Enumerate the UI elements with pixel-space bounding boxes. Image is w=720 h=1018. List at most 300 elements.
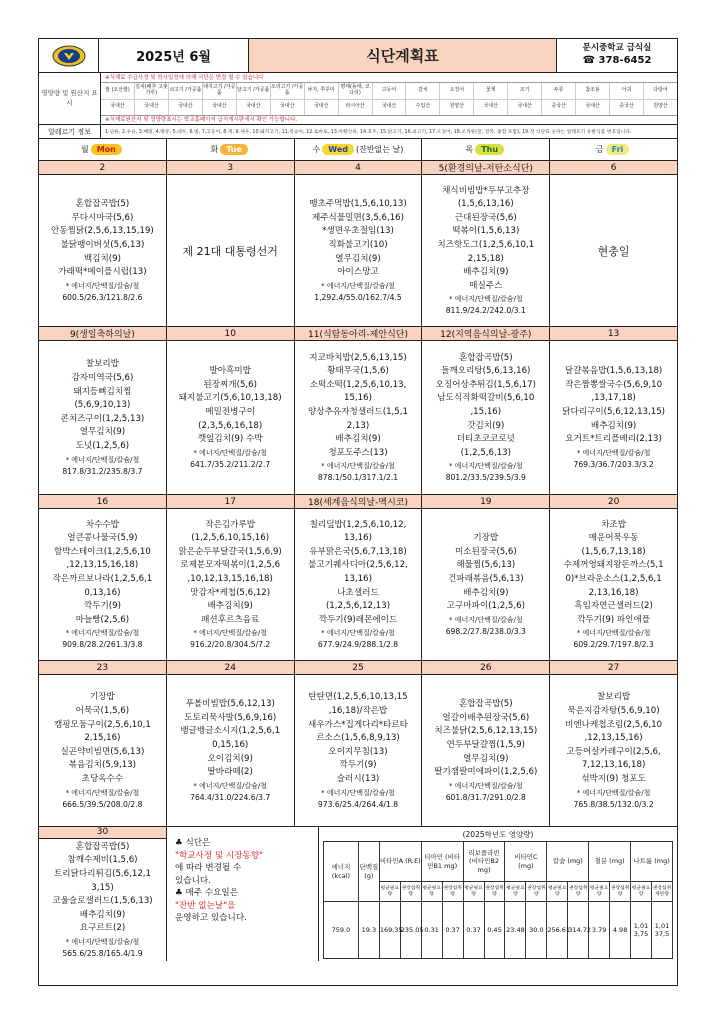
menu-item: 채식비빔밥*두부고추장: [442, 185, 530, 196]
origin-item-name: 낙지, 쭈꾸미: [305, 83, 338, 100]
menu-item: 7,12,13,16,18): [581, 760, 646, 771]
menu-item: 차수수밥: [85, 519, 119, 530]
day-cell: [550, 495, 677, 660]
menu-item: 양상추유자청샐러드(1,5,1: [308, 407, 408, 417]
ribo-avg: 0.37: [463, 902, 484, 959]
menu-item: 오이김치(9): [207, 753, 253, 764]
menu-item: 마늘빵(2,5,6): [75, 614, 130, 625]
nutrition-label: * 에너지/단백질/칼슘/철: [576, 448, 651, 457]
origin-column: [474, 83, 508, 115]
weekday-extra: (잔반없는 날): [355, 145, 404, 154]
menu-item: 가래떡*메이플시럽(13): [58, 267, 147, 278]
origin-column: [203, 83, 237, 115]
weekday-en: Wed: [322, 144, 354, 155]
menu-item: 근대된장국(5,6): [454, 212, 517, 223]
menu-item: 치즈핫도그(1,2,5,6,10,1: [437, 240, 535, 250]
menu-item: 열무김치(9): [335, 253, 381, 264]
weekday-ko: 금: [595, 145, 604, 154]
menu-item: (1,2,5,6,12,13): [325, 601, 391, 612]
day-menu: [550, 175, 677, 326]
week-row: [39, 161, 677, 327]
origin-item-country: 원양산: [653, 103, 668, 110]
protein-value: 19.3: [358, 902, 379, 959]
menu-item: 딸기잼팔미에파이(1,2,5,6): [434, 767, 538, 778]
weekday-mon: [39, 139, 167, 160]
energy-header: 에너지 (kcal): [324, 842, 359, 902]
origin-item-country: 국내산: [144, 103, 159, 110]
weekday-fri: [550, 139, 677, 160]
sub-header: 권장섭취량: [484, 882, 505, 902]
day-date: 17: [167, 495, 294, 509]
menu-item: 코울슬로샐러드(1,5,6,13): [52, 896, 153, 907]
menu-item: 트리닭다리튀김(5,6,12,1: [54, 869, 151, 880]
day-date: 18(세계음식의날-멕시코): [295, 495, 422, 509]
weekday-tue: [167, 139, 295, 160]
nutrition-label: * 에너지/단백질/칼슘/철: [65, 629, 140, 638]
origin-section: [39, 73, 677, 125]
origin-item-country: 국내산: [279, 103, 295, 110]
menu-item: 돼지등뼈김치찜: [73, 386, 132, 397]
sub-header: 권장섭취량: [526, 882, 547, 902]
day-menu: [422, 675, 549, 826]
menu-item: 볶음김치(5,9,13): [68, 760, 137, 771]
menu-item: 열무김치(9): [79, 427, 126, 438]
nutrition-label: * 에너지/단백질/칼슘/철: [448, 462, 523, 471]
origin-note-bottom: ※식재료원산지 및 영양량표시는 학교홈페이지 급식게시판에서 확인 가능합니다.: [101, 115, 677, 124]
day-menu: [295, 675, 422, 826]
nutrition-panel: [319, 827, 677, 961]
sodium-header: 나트륨 (mg): [631, 842, 673, 882]
day-cell: [167, 161, 295, 326]
origin-item-name: 참조용: [576, 83, 609, 100]
menu-item: 미소된장국(5,6): [454, 546, 517, 557]
menu-item: 매운어묵우동: [588, 533, 639, 544]
day-menu: [167, 509, 294, 660]
day-menu: [550, 341, 677, 494]
ribo-header: 리보플라빈 (비타민B2 mg): [463, 842, 505, 882]
menu-item: 지코바치밥(2,5,6,13,15): [309, 352, 407, 363]
day-date: 23: [39, 661, 166, 675]
sub-header: 권장섭취량: [568, 882, 589, 902]
year-month: 2025년 6월: [99, 39, 249, 72]
notice-line: 운영하고 있습니다.: [175, 913, 247, 923]
allergy-text: 1.난류, 2.우유, 3.메밀, 4.땅콩, 5.대두, 6.밀, 7.고등어, 8.게, 9.새우, 10.돼지고기, 11.복숭아, 12.토마토, 13.아황산류, 14.호두, 15.닭고기, 16.쇠고기, 17.오징어, 18.조개류(굴, 전복, 홍합 포함), 19.잣 식단표 숫자는 알레르기 유발식품 번호입니다.: [105, 130, 632, 135]
day-date: 25: [295, 661, 422, 675]
menu-item: 혼합잡곡밥(5): [458, 352, 513, 363]
origin-item-name: 오징어: [440, 83, 473, 100]
origin-item-country: 국내산: [517, 103, 532, 110]
sub-header: 평균필요량: [421, 882, 442, 902]
menu-item: 황태무국(1,5,6): [327, 366, 389, 377]
page-title: 식단계획표: [249, 39, 557, 72]
menu-item: (1,5,6,13,16): [457, 199, 514, 210]
day-cell: [550, 161, 677, 326]
origin-column: [135, 83, 169, 115]
day-cell: [422, 327, 550, 494]
menu-item: 흑임자연근샐러드(2): [574, 601, 653, 612]
menu-item: 깻잎김치(9) 수박: [197, 434, 263, 445]
origin-column: [271, 83, 305, 115]
day-date: 30: [39, 827, 166, 839]
menu-item: 묵은지감자탕(5,6,9,10): [567, 706, 660, 717]
menu-item: 0,13,16): [84, 587, 121, 598]
menu-item: 푸볼비빔밥(5,6,12,13): [185, 699, 275, 710]
origin-item-name: 오리고기 /가공품: [271, 83, 304, 100]
menu-item: 닭다리구이(5,6,12,13,15): [562, 407, 666, 417]
week-row: [39, 661, 677, 827]
menu-item: 안동찜닭(2,5,6,13,15,19): [51, 226, 154, 237]
day-menu: [295, 509, 422, 660]
menu-item: 나초샐러드: [337, 587, 379, 598]
nutrition-value: 878.1/50.1/317.1/2.1: [317, 473, 399, 483]
day-date: 19: [422, 495, 549, 509]
day-date: 16: [39, 495, 166, 509]
menu-item: 배추김치(9): [207, 601, 253, 612]
nutrition-label: * 에너지/단백질/칼슘/철: [576, 629, 651, 638]
menu-item: 기장밥: [473, 533, 499, 544]
origin-item-name: 돼지고기 /가공품: [203, 83, 236, 100]
sub-header: 평균필요량: [463, 882, 484, 902]
week-row: [39, 327, 677, 495]
allergy-section: [39, 125, 677, 139]
calcium-header: 칼슘 (mg): [547, 842, 589, 882]
nutrition-label: * 에너지/단백질/칼슘/철: [65, 281, 140, 290]
menu-item: 배추김치(9): [79, 909, 126, 920]
origin-column: [339, 83, 373, 115]
school-phone: [583, 54, 652, 68]
menu-item: 13,16): [344, 533, 372, 544]
vitc-header: 비타민C (mg): [505, 842, 547, 882]
origin-column: [373, 83, 407, 115]
origin-item-country: 국내산: [110, 103, 125, 110]
notice-line: ♣ 매주 수요일은: [175, 888, 238, 898]
week-row: [39, 495, 677, 661]
day-cell: [167, 327, 295, 494]
notice-line: "학교사정 및 시장동향": [175, 850, 264, 861]
fe-avg: 3.79: [589, 902, 610, 959]
day-date: 20: [550, 495, 677, 509]
menu-item: ,12,13,15,16,18): [66, 560, 139, 571]
origin-item-name: 두류: [542, 83, 575, 100]
menu-item: 혼합잡곡밥(5): [458, 699, 513, 710]
menu-item: 작은까르보나라(1,2,5,6,1: [52, 574, 153, 584]
sub-header: 평균필요량: [547, 882, 568, 902]
origin-column: [169, 83, 203, 115]
menu-item: 달걀볶음밥(1,5,6,13,18): [564, 366, 663, 377]
menu-item: 찰보리밥: [85, 359, 119, 370]
menu-item: 돼지불고기(5,6,10,13,18): [178, 393, 282, 404]
menu-item: 작은김가루밥: [205, 519, 256, 530]
ribo-rec: 0.45: [484, 902, 505, 959]
energy-value: 759.0: [324, 902, 359, 959]
menu-item: 열무김치(9): [463, 753, 509, 764]
origin-item-country: 중국산: [619, 103, 634, 110]
nutrition-label: * 에너지/단백질/칼슘/철: [193, 629, 268, 638]
origin-item-name: 명태(동태, 코다리): [339, 83, 372, 100]
origin-item-name: 갈치: [406, 83, 439, 100]
day-cell: [39, 161, 167, 326]
menu-item: 감자미역국(5,6): [71, 373, 134, 384]
nutrition-label: * 에너지/단백질/칼슘/철: [321, 788, 395, 797]
origin-item-country: 중국산: [551, 103, 566, 110]
vitc-avg: 23.48: [505, 902, 526, 959]
sub-header: 권장섭취제한량: [652, 882, 673, 902]
nutrition-value: 764.4/31.0/224.6/3.7: [190, 792, 271, 802]
weekday-en: Mon: [91, 144, 122, 155]
menu-item: 아이스망고: [337, 267, 379, 278]
nutrition-value: 765.8/38.5/132.0/3.2: [573, 799, 654, 809]
nutrition-value: 609.2/29.7/197.8/2.3: [573, 640, 654, 650]
menu-item: 배추김치(9): [463, 587, 509, 598]
menu-item: 발아흑미밥: [209, 366, 251, 377]
menu-item: 고구마파이(1,2,5,6): [446, 601, 525, 612]
menu-item: 르소스(1,5,6,8,9,13): [316, 733, 400, 744]
nutrition-label: * 에너지/단백질/칼슘/철: [65, 455, 140, 464]
emblem-icon: [52, 45, 86, 67]
nutrition-label: * 에너지/단백질/칼슘/철: [65, 788, 140, 797]
day-cell: [550, 661, 677, 826]
sub-header: 평균필요량: [631, 882, 652, 902]
origin-item-country: 러시아산: [345, 103, 365, 110]
menu-item: ,10,12,13,15,16,18): [187, 574, 273, 584]
sub-header: 평균필요량: [505, 882, 526, 902]
nutrition-label: * 에너지/단백질/칼슘/철: [193, 781, 268, 790]
day-menu: [422, 341, 549, 494]
ca-rec: 314.72: [568, 902, 589, 959]
sub-header: 평균필요량: [379, 882, 400, 902]
nutrition-value: 916.2/20.8/304.5/7.2: [190, 640, 271, 650]
menu-item: 치즈불닭(2,5,6,12,13,15): [434, 726, 538, 737]
menu-item: 갓김치(9): [467, 420, 505, 431]
day-date: 4: [295, 161, 422, 175]
nutrition-title: (2025학년도 영양량): [462, 830, 534, 839]
nutrition-value: 973.6/25.4/264.4/1.8: [317, 799, 399, 809]
menu-item: 어묵국(1,5,6): [75, 706, 130, 717]
menu-item: 직화불고기(10): [328, 240, 388, 250]
menu-item: 뱅글뱅글소시지(1,2,5,6,1: [180, 726, 281, 737]
menu-item: 혼합잡곡밥(5): [75, 199, 130, 210]
origin-column: [644, 83, 677, 115]
school-name: 문시중학교 급식실: [582, 43, 652, 54]
menu-item: 비엔나케첩조림(2,5,6,10: [565, 719, 663, 730]
day-menu: [550, 509, 677, 660]
iron-header: 철분 (mg): [589, 842, 631, 882]
menu-item: 오이지무침(13): [328, 746, 388, 757]
vitc-rec: 30.0: [526, 902, 547, 959]
menu-item: 칠리덮밥(1,2,5,6,10,12,: [309, 519, 407, 530]
day-cell: [550, 327, 677, 494]
menu-item: 기장밥: [89, 692, 115, 703]
menu-item: ,15,16): [470, 407, 502, 417]
menu-item: 3,15): [91, 882, 114, 893]
nutrition-value: 666.5/39.5/208.0/2.8: [62, 799, 143, 809]
day-menu: [167, 341, 294, 494]
day-menu: [39, 839, 166, 961]
menu-item: *생면우초절임(13): [322, 226, 394, 237]
club-icon: ♣: [175, 838, 183, 848]
nutrition-value: 565.6/25.8/165.4/1.9: [62, 949, 143, 958]
day-cell: [422, 661, 550, 826]
day-menu: [167, 675, 294, 826]
day-menu: [167, 175, 294, 326]
origin-item-country: 국내산: [245, 103, 261, 110]
notice-line: 에 따라 변경될 수: [175, 863, 242, 873]
weekday-en: Tue: [220, 144, 248, 155]
origin-item-name: 꽃게: [474, 83, 507, 100]
origin-column: [305, 83, 339, 115]
weekday-wed: [295, 139, 423, 160]
origin-column: [440, 83, 474, 115]
club-icon: ♣: [175, 888, 183, 898]
nutrition-value: 801.2/33.5/239.5/3.9: [445, 473, 526, 483]
origin-column: [101, 83, 135, 115]
origin-item-name: 쌀 (오산쌀): [101, 83, 134, 100]
day-menu: [39, 175, 166, 326]
day-menu: [39, 341, 166, 494]
menu-item: (1,2,5,6,10,15,16): [191, 533, 270, 544]
school-logo: [39, 39, 99, 72]
day-cell: [422, 161, 550, 326]
menu-item: 찰보리밥: [596, 692, 631, 703]
sub-header: 평균필요량: [589, 882, 610, 902]
nutrition-value: 769.3/36.7/203.3/3.2: [573, 459, 654, 469]
menu-item: 2,13): [346, 420, 370, 431]
origin-table: [101, 82, 677, 115]
menu-item: 연두부달걀찜(1,5,9): [446, 740, 525, 750]
menu-item: 백김치(9): [83, 253, 121, 264]
day-date: 11(식탐동아리-제안식단): [295, 327, 422, 341]
notice-line: "잔반 없는날"을: [175, 900, 236, 911]
day-cell: [39, 495, 167, 660]
thia-rec: 0.37: [442, 902, 463, 959]
menu-item: 탄탄면(1,2,5,6,10,13,15: [308, 692, 408, 703]
origin-item-country: 국내산: [313, 103, 329, 110]
holiday-label: 제 21대 대통령선거: [182, 244, 278, 258]
weekday-en: Thu: [475, 144, 504, 155]
menu-item: 로제분모자떡볶이(1,2,5,6: [180, 560, 281, 571]
weekday-ko: 화: [210, 145, 219, 154]
origin-item-country: 국내산: [212, 103, 227, 110]
sub-header: 권장섭취량: [442, 882, 463, 902]
day-cell: [295, 161, 423, 326]
day-cell: [39, 327, 167, 494]
school-info: [557, 39, 677, 72]
menu-item: 도넛(1,2,5,6): [75, 440, 130, 451]
nutrition-label: * 에너지/단백질/칼슘/철: [576, 788, 651, 797]
day-cell: [167, 495, 295, 660]
menu-item: 얼갈이배추된장국(5,6): [442, 712, 530, 723]
nutrition-value: 817.8/31.2/235.8/3.7: [62, 466, 143, 476]
phone-number: 378-6452: [598, 55, 652, 67]
menu-item: 제주식물밀면(3,5,6,16): [311, 212, 405, 223]
origin-item-country: 국내산: [178, 103, 193, 110]
origin-item-country: 국내산: [381, 103, 397, 110]
weekday-ko: 목: [465, 145, 474, 154]
menu-item: 도토리묵사발(5,6,9,16): [184, 712, 277, 723]
menu-item: 청포도주스(13): [328, 447, 388, 458]
nutrition-label: * 에너지/단백질/칼슘/철: [321, 629, 395, 638]
nutrition-label: * 에너지/단백질/칼슘/철: [448, 295, 523, 304]
weekday-thu: [422, 139, 550, 160]
menu-item: 요거트*트리플베리(2,13): [565, 434, 662, 445]
last-row: [39, 827, 677, 961]
weekday-ko: 수: [312, 145, 321, 154]
menu-item: 실곤약비빔면(5,6,13): [60, 746, 145, 757]
day-date: 10: [167, 327, 294, 341]
menu-item: 차조밥: [601, 519, 627, 530]
menu-item: 남도식직화떡갈비(5,6,10: [437, 393, 535, 404]
menu-item: 2,15,18): [467, 253, 504, 264]
origin-item-name: 고등어: [373, 83, 406, 100]
menu-item: 배추김치(9): [463, 267, 509, 278]
menu-item: 혼합잡곡밥(5): [75, 841, 130, 852]
notice-line: 있습니다.: [175, 875, 211, 886]
origin-item-country: 국내산: [585, 103, 600, 110]
nutrition-value: 677.9/24.9/288.1/2.8: [317, 640, 399, 650]
menu-item: 깍두기(9) 파인애플: [577, 614, 651, 625]
origin-column: [610, 83, 644, 115]
menu-item: 15,16): [344, 393, 372, 404]
day-menu: [422, 175, 549, 326]
menu-item: 깍두기(9)레몬에이드: [318, 614, 398, 625]
nutrition-value: 601.8/31.7/291.0/2.8: [445, 792, 526, 802]
thia-avg: 0.31: [421, 902, 442, 959]
nutrition-value: 811.9/24.2/242.0/3.1: [445, 306, 526, 316]
day-menu: [422, 509, 549, 660]
menu-item: 떡볶이(1,5,6,13): [452, 226, 520, 237]
menu-item: ,12,13,15,16): [584, 733, 643, 744]
menu-item: 배추김치(9): [335, 434, 381, 445]
vita-avg: 169.35: [379, 902, 400, 959]
nutrition-table: [323, 841, 673, 959]
protein-header: 단백질 (g): [358, 842, 379, 902]
thiamin-header: 티아민 (비타민B1 mg): [421, 842, 463, 882]
nutrition-value: 698.2/27.8/238.0/3.3: [445, 626, 526, 636]
menu-item: 맑은순두부달걀국(1,5,6,9): [178, 546, 282, 557]
allergy-label: 알레르기 정보: [39, 125, 101, 138]
menu-item: 섞박지(9) 청포도: [581, 773, 646, 784]
day-menu: [550, 675, 677, 826]
menu-item: (1,5,6,7,13,18): [581, 546, 646, 557]
menu-item: ,16,18)/작은밥: [328, 706, 388, 717]
origin-column: [576, 83, 610, 115]
na-lim: 1,01 37,5: [652, 902, 673, 959]
menu-item: (5,6,9,10,13): [74, 400, 131, 411]
origin-item-name: 아귀: [610, 83, 643, 100]
menu-item: 건파래볶음(5,6,13): [448, 574, 524, 584]
origin-item-name: 다랑어: [644, 83, 677, 100]
menu-item: 13,16): [344, 574, 372, 584]
menu-item: 들깨오리탕(5,6,13,16): [441, 366, 531, 377]
vita-rec: 235.05: [400, 902, 421, 959]
origin-item-country: 수입산: [415, 103, 431, 110]
origin-item-name: 조기: [508, 83, 541, 100]
day-date: 9(생일축하의날): [39, 327, 166, 341]
menu-item: 맛감자*케첩(5,6,12): [190, 587, 271, 598]
day-cell: [295, 661, 423, 826]
menu-item: 유부맑은국(5,6,7,13,18): [309, 546, 407, 557]
menu-item: 소떡소떡(1,2,5,6,10,13,: [309, 379, 407, 390]
menu-item: 2,13,16,18): [588, 587, 639, 598]
menu-item: 된장찌개(5,6): [203, 379, 257, 390]
menu-sheet: [38, 38, 678, 986]
notice-box: [167, 827, 319, 961]
weekday-header: [39, 139, 677, 161]
day-date: 12(지역음식의날-광주): [422, 327, 549, 341]
vita-header: 비타민A (R.E): [379, 842, 421, 882]
menu-item: 2,15,16): [84, 733, 121, 744]
menu-item: 배추김치(9): [590, 420, 637, 431]
